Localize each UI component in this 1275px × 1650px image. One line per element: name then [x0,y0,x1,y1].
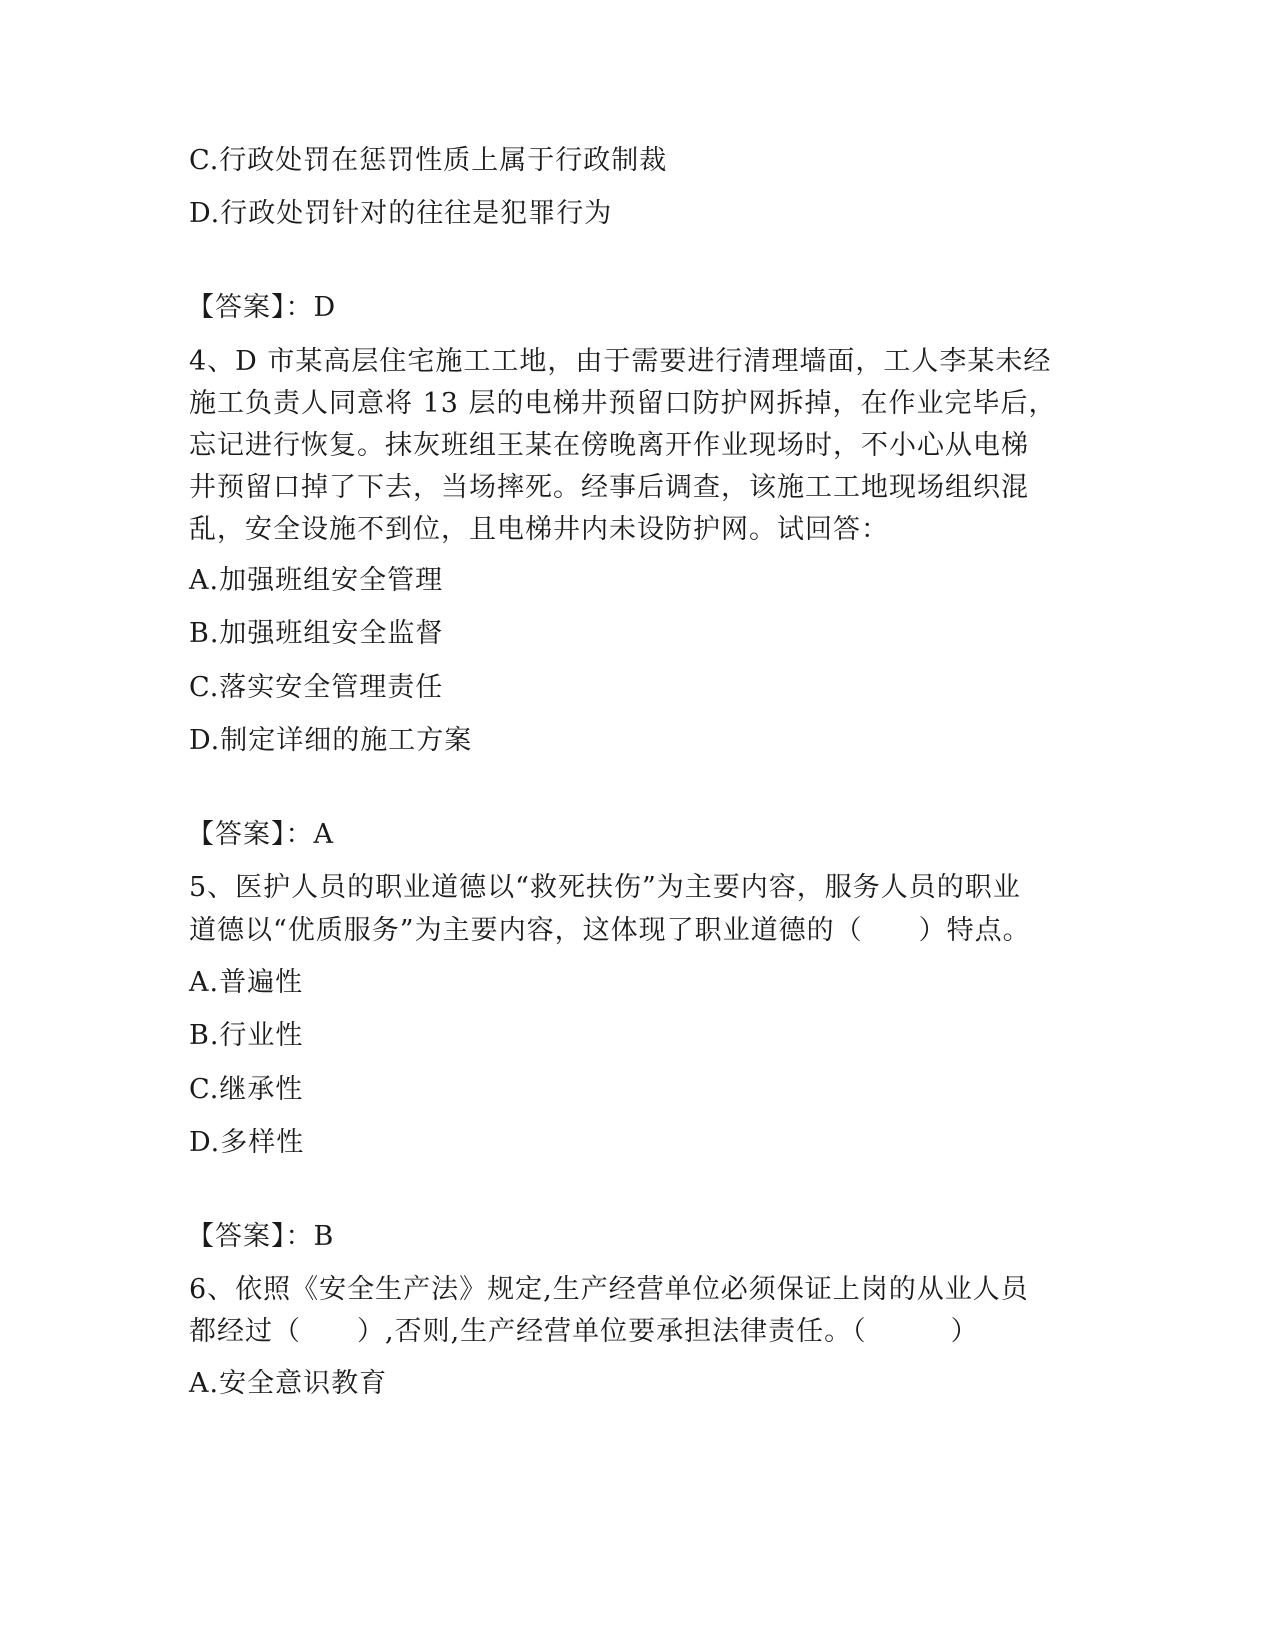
q5-stem-line-1: 5、医护人员的职业道德以“救死扶伤”为主要内容，服务人员的职业 [189,872,1021,903]
q3-option-d: D.行政处罚针对的往往是犯罪行为 [189,198,613,229]
q4-stem-line-2: 施工负责人同意将 13 层的电梯井预留口防护网拆掉，在作业完毕后， [189,388,1057,419]
q4-option-a: A.加强班组安全管理 [189,565,444,596]
q6-stem-line-2: 都经过（ ）,否则,生产经营单位要承担法律责任。（ ） [189,1316,979,1347]
q4-answer: 【答案】：A [187,819,334,850]
q5-stem-line-2: 道德以“优质服务”为主要内容，这体现了职业道德的（ ）特点。 [189,915,1031,946]
q3-option-c: C.行政处罚在惩罚性质上属于行政制裁 [189,145,668,176]
q4-option-d: D.制定详细的施工方案 [189,725,473,756]
q3-answer: 【答案】：D [187,292,337,323]
q4-stem-line-4: 井预留口掉了下去，当场摔死。经事后调查，该施工工地现场组织混 [189,472,1029,503]
q4-stem-line-5: 乱，安全设施不到位，且电梯井内未设防护网。试回答： [189,514,889,545]
q5-answer: 【答案】：B [187,1221,335,1252]
q4-stem-line-3: 忘记进行恢复。抹灰班组王某在傍晚离开作业现场时，不小心从电梯 [189,430,1029,461]
q6-option-a: A.安全意识教育 [189,1368,388,1399]
q4-stem-line-1: 4、D 市某高层住宅施工工地，由于需要进行清理墙面，工人李某未经 [189,346,1052,377]
q5-option-a: A.普遍性 [189,967,304,998]
q4-option-b: B.加强班组安全监督 [189,618,444,649]
q5-option-d: D.多样性 [189,1127,305,1158]
q5-option-c: C.继承性 [189,1074,304,1105]
q4-option-c: C.落实安全管理责任 [189,672,444,703]
q5-option-b: B.行业性 [189,1020,304,1051]
q6-stem-line-1: 6、依照《安全生产法》规定,生产经营单位必须保证上岗的从业人员 [189,1274,1029,1305]
